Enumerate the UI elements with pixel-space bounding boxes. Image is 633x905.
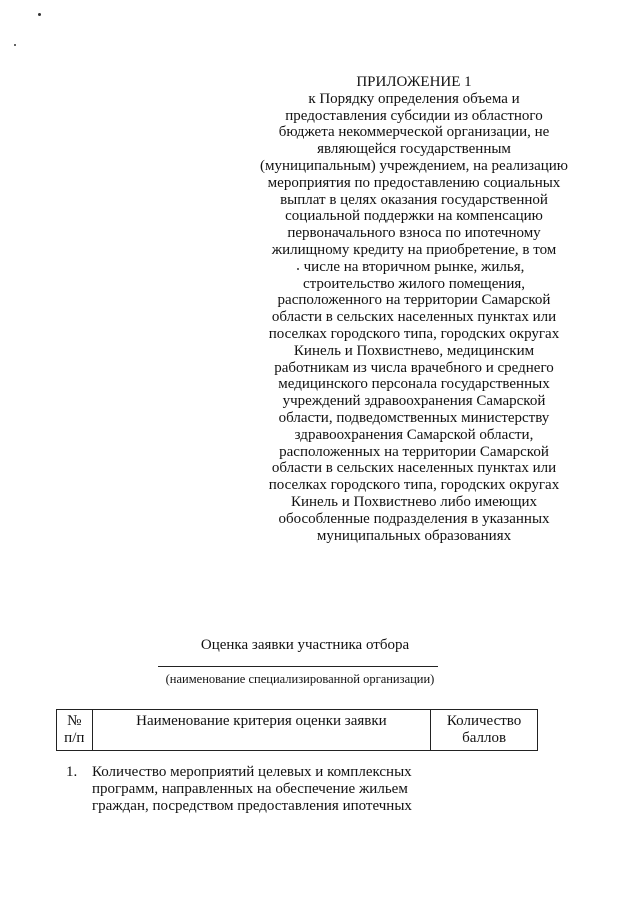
appendix-line: здравоохранения Самарской области, bbox=[294, 426, 534, 443]
appendix-line: области в сельских населенных пунктах или bbox=[271, 460, 557, 477]
appendix-line: области в сельских населенных пунктах или bbox=[271, 309, 557, 326]
appendix-line: области, подведомственных министерству bbox=[278, 409, 550, 426]
table-header-row bbox=[57, 710, 538, 751]
appendix-line: бюджета некоммерческой организации, не bbox=[278, 124, 550, 141]
appendix-line: муниципальных образованиях bbox=[316, 527, 512, 544]
appendix-line: числе на вторичном рынке, жилья, bbox=[303, 258, 525, 275]
appendix-line: медицинского персонала государственных bbox=[278, 376, 550, 393]
organization-name-caption: (наименование специализированной организации) bbox=[165, 672, 435, 686]
appendix-line: являющейся государственным bbox=[317, 141, 511, 158]
list-item-line: Количество мероприятий целевых и комплексных bbox=[92, 764, 412, 780]
evaluation-title: Оценка заявки участника отбора bbox=[200, 637, 410, 653]
appendix-line: предоставления субсидии из областного bbox=[285, 107, 543, 124]
list-item-number: 1. bbox=[66, 764, 78, 780]
appendix-line: обособленные подразделения в указанных bbox=[278, 510, 550, 527]
appendix-line: учреждений здравоохранения Самарской bbox=[282, 393, 546, 410]
appendix-line: поселках городского типа, городских округах bbox=[268, 477, 560, 494]
column-header-number-line1: № bbox=[67, 713, 82, 729]
appendix-block bbox=[248, 74, 580, 544]
appendix-line: Кинель и Похвистнево либо имеющих bbox=[290, 493, 538, 510]
column-header-number bbox=[57, 710, 93, 751]
organization-name-blank bbox=[158, 666, 438, 667]
column-header-score-line1: Количество bbox=[446, 713, 522, 729]
appendix-line: социальной поддержки на компенсацию bbox=[285, 208, 543, 225]
appendix-line: строительство жилого помещения, bbox=[302, 275, 526, 292]
appendix-line: (муниципальным) учреждением, на реализацию bbox=[259, 157, 569, 174]
appendix-line: первоначального взноса по ипотечному bbox=[287, 225, 541, 242]
list-item-text bbox=[92, 764, 432, 815]
appendix-line: выплат в целях оказания государственной bbox=[280, 191, 548, 208]
appendix-line: расположенного на территории Самарской bbox=[277, 292, 551, 309]
list-item-line: программ, направленных на обеспечение жильем bbox=[92, 781, 408, 797]
column-header-criterion: Наименование критерия оценки заявки bbox=[92, 710, 431, 751]
column-header-number-line2: п/п bbox=[64, 730, 85, 746]
appendix-line: к Порядку определения объема и bbox=[308, 90, 520, 107]
appendix-line: расположенных на территории Самарской bbox=[279, 443, 549, 460]
criteria-table bbox=[56, 709, 538, 751]
column-header-score-line2: баллов bbox=[462, 730, 507, 746]
appendix-line: поселках городского типа, городских округах bbox=[268, 325, 560, 342]
appendix-line: Кинель и Похвистнево, медицинским bbox=[293, 342, 535, 359]
list-item-line: граждан, посредством предоставления ипотечных bbox=[92, 798, 412, 814]
appendix-line: мероприятия по предоставлению социальных bbox=[267, 174, 561, 191]
column-header-score bbox=[431, 710, 538, 751]
scan-speck bbox=[14, 44, 16, 46]
appendix-line: работникам из числа врачебного и среднего bbox=[274, 359, 554, 376]
appendix-line: жилищному кредиту на приобретение, в том bbox=[271, 241, 557, 258]
scan-speck bbox=[38, 13, 41, 16]
appendix-heading: ПРИЛОЖЕНИЕ 1 bbox=[356, 74, 472, 90]
